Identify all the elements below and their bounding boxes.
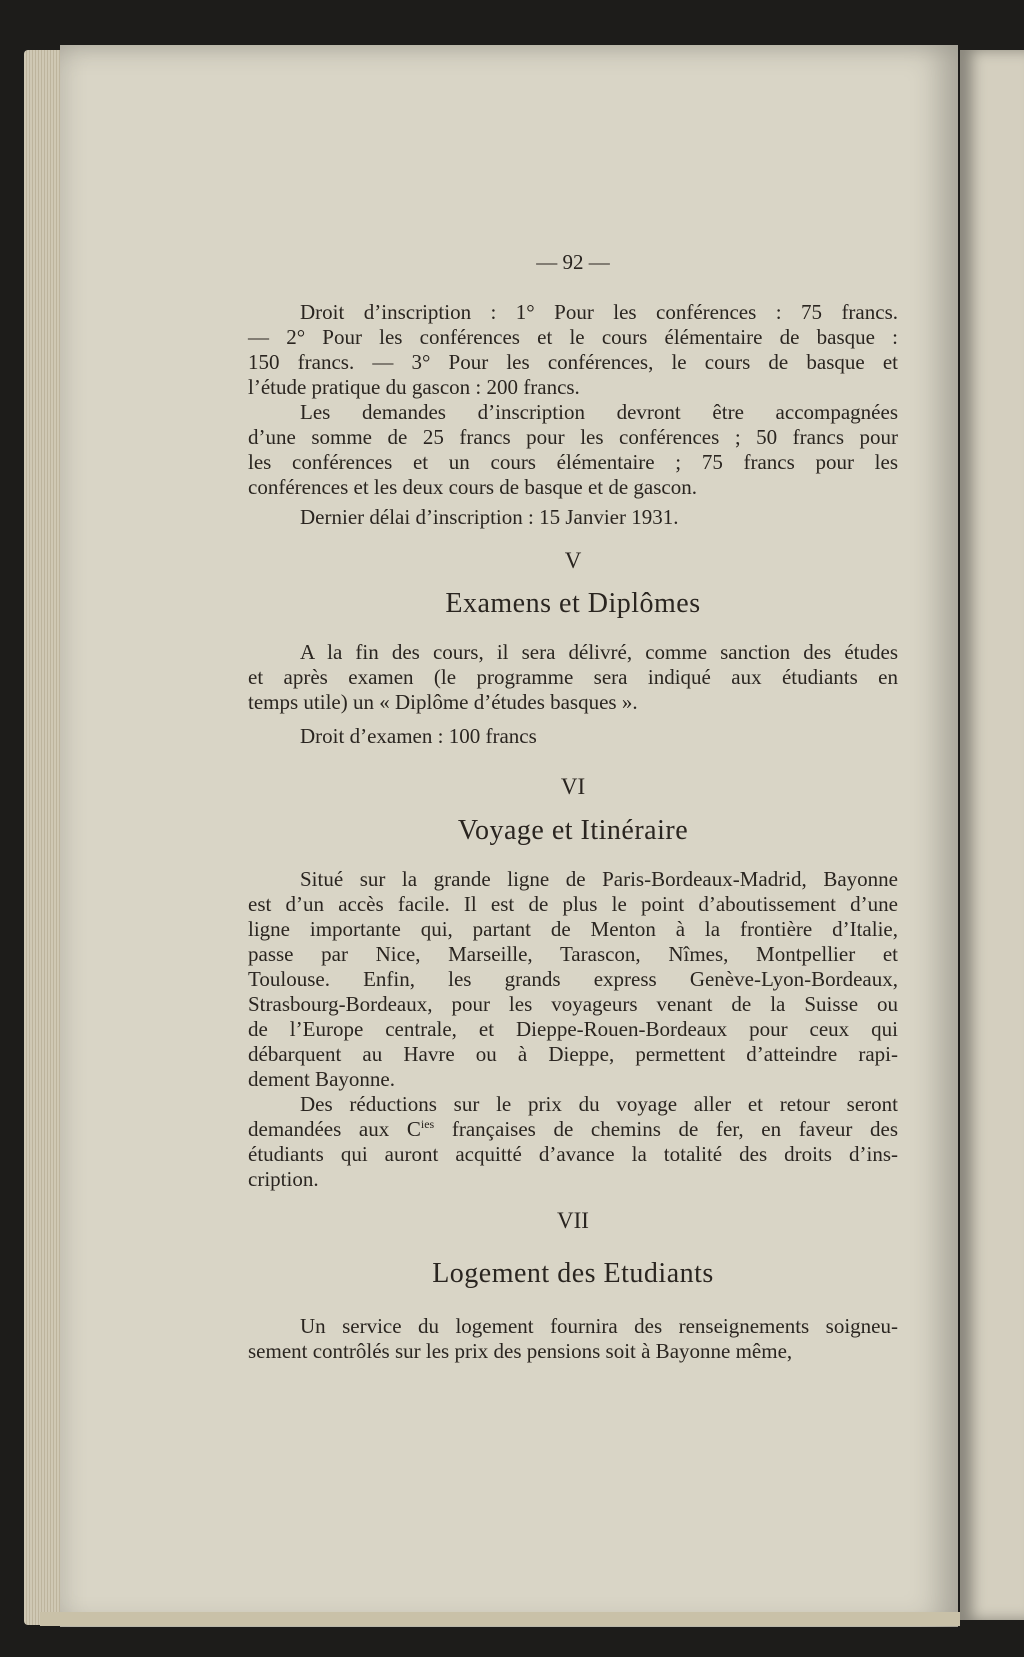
paragraph-line: 150 francs. — 3° Pour les conférences, le cours de basque et bbox=[248, 350, 898, 374]
paragraph-line: — 2° Pour les conférences et le cours élémentaire de basque : bbox=[248, 325, 898, 349]
section-heading: Voyage et Itinéraire bbox=[457, 815, 689, 846]
section-numeral: VI bbox=[560, 774, 586, 799]
paragraph-line: demandées aux $C^{ies}$ françaises de chemins de fer, en faveur des bbox=[248, 1117, 899, 1141]
paragraph-line: Toulouse. Enfin, les grands express Genève-Lyon-Bordeaux, bbox=[248, 967, 898, 991]
paragraph-line: est d’un accès facile. Il est de plus le point d’aboutissement d’une bbox=[248, 892, 898, 916]
paragraph-line: étudiants qui auront acquitté d’avance la totalité des droits d’ins- bbox=[248, 1142, 898, 1166]
paragraph-line: ligne importante qui, partant de Menton à la frontière d’Italie, bbox=[248, 917, 898, 941]
paragraph-line: de l’Europe centrale, et Dieppe-Rouen-Bordeaux pour ceux qui bbox=[248, 1017, 898, 1041]
facing-page bbox=[960, 50, 1024, 1620]
section-numeral: VII bbox=[557, 1208, 589, 1233]
paragraph-line: A la fin des cours, il sera délivré, comme sanction des études bbox=[300, 640, 898, 664]
paragraph-line: conférences et les deux cours de basque et de gascon. bbox=[248, 475, 697, 499]
page-number: — 92 — bbox=[536, 250, 610, 274]
paragraph-line: Situé sur la grande ligne de Paris-Bordeaux-Madrid, Bayonne bbox=[300, 867, 898, 891]
paragraph-line: d’une somme de 25 francs pour les conférences ; 50 francs pour bbox=[248, 425, 898, 449]
paragraph-line: les conférences et un cours élémentaire ; 75 francs pour les bbox=[248, 450, 898, 474]
section-heading: Examens et Diplômes bbox=[445, 588, 701, 619]
paragraph-line: Des réductions sur le prix du voyage aller et retour seront bbox=[300, 1092, 898, 1116]
paragraph-line: et après examen (le programme sera indiqué aux étudiants en bbox=[248, 665, 898, 689]
paragraph-line: passe par Nice, Marseille, Tarascon, Nîmes, Montpellier et bbox=[248, 942, 898, 966]
paragraph-line: Strasbourg-Bordeaux, pour les voyageurs venant de la Suisse ou bbox=[248, 992, 898, 1016]
page-bottom-edge bbox=[40, 1612, 960, 1626]
section-numeral: V bbox=[564, 548, 582, 573]
section-heading: Logement des Etudiants bbox=[432, 1258, 714, 1289]
paragraph-line: temps utile) un « Diplôme d’études basques ». bbox=[248, 690, 638, 714]
paragraph-line: Un service du logement fournira des renseignements soigneu- bbox=[300, 1314, 898, 1338]
paragraph-line: débarquent au Havre ou à Dieppe, permettent d’atteindre rapi- bbox=[248, 1042, 898, 1066]
paragraph-line: l’étude pratique du gascon : 200 francs. bbox=[248, 375, 580, 399]
paragraph-line: Les demandes d’inscription devront être accompagnées bbox=[300, 400, 898, 424]
paragraph-line: dement Bayonne. bbox=[248, 1067, 395, 1091]
paragraph-line: Droit d’examen : 100 francs bbox=[300, 724, 537, 748]
paragraph-line: cription. bbox=[248, 1167, 319, 1191]
paragraph-line: sement contrôlés sur les prix des pensions soit à Bayonne même, bbox=[248, 1339, 793, 1363]
paragraph-line: Dernier délai d’inscription : 15 Janvier 1931. bbox=[300, 505, 679, 529]
paragraph-line: Droit d’inscription : 1° Pour les conférences : 75 francs. bbox=[300, 300, 898, 324]
